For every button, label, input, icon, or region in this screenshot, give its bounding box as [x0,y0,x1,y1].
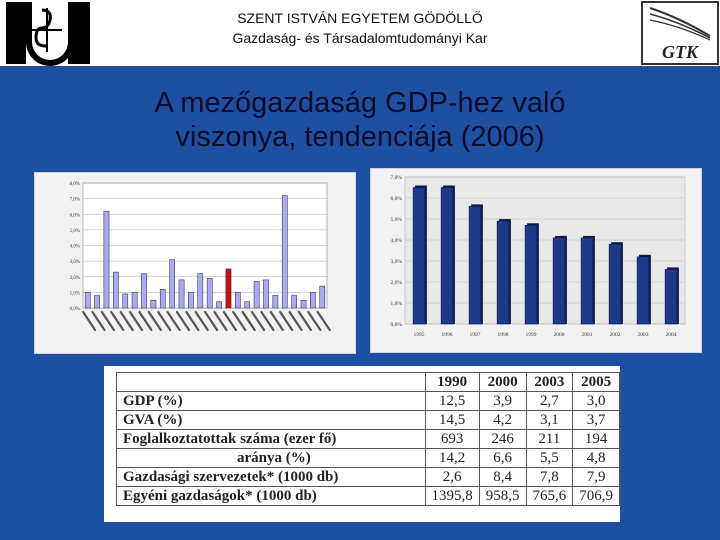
bar [553,238,565,324]
bar [581,238,593,324]
x-tick-label: 2003 [637,332,649,338]
table-cell: 3,7 [573,411,620,430]
table-cell: 194 [573,430,620,449]
table-cell: 14,2 [425,449,479,468]
bar [441,188,453,325]
bar [179,280,184,308]
y-tick-label: 4,0% [69,244,80,250]
bar [132,292,137,308]
table-row [117,487,620,506]
eu-agri-gdp-chart [34,172,356,354]
table-header-cell: 2000 [479,373,526,392]
y-tick-label: 6,0% [390,196,402,202]
bar [85,292,90,308]
eu-agri-gdp-chart-svg [35,173,355,353]
faculty-name: Gazdaság- és Társadalomtudományi Kar [232,30,488,46]
bar [263,280,268,308]
table-cell: 3,1 [526,411,573,430]
y-tick-label: 1,0% [390,301,402,307]
bar [245,302,250,308]
university-name: SZENT ISTVÁN EGYETEM GÖDÖLLŐ [237,10,483,26]
table-row [117,411,620,430]
bar [94,296,99,309]
y-tick-label: 0,0% [69,307,80,312]
table-cell: 5,5 [526,449,573,468]
table-cell: 4,2 [479,411,526,430]
bar [216,302,221,308]
bar [609,244,621,324]
table-header-cell: 2005 [573,373,620,392]
bar [525,225,537,324]
table-header-cell: 2003 [526,373,573,392]
x-tick-label: 1997 [469,332,481,338]
y-tick-label: 4,0% [390,238,402,244]
y-tick-label: 2,0% [390,280,402,286]
gtk-logo-text: GTK [662,42,698,62]
bar [320,286,325,308]
table-cell: 3,9 [479,392,526,411]
table-cell: 8,4 [479,468,526,487]
table-cell: 1395,8 [425,487,479,506]
hu-agri-gdp-trend-chart-svg [371,169,701,352]
y-tick-label: 7,0% [390,175,402,181]
bar [301,300,306,308]
table-row-label: Gazdasági szervezetek* (1000 db) [117,468,426,487]
x-tick-label: 1999 [525,332,537,338]
slide-title [60,86,660,154]
bar [282,196,287,309]
table-row [117,449,620,468]
table-cell: 2,7 [526,392,573,411]
bar [151,300,156,308]
bar [170,260,175,308]
x-tick-label: 1998 [497,332,509,338]
x-tick-label: 2002 [609,332,621,338]
title-line-1: A mezőgazdaság GDP-hez való [154,87,566,119]
bar [123,294,128,308]
x-tick-label: 1995 [413,332,425,338]
bar [665,269,677,324]
table-cell: 6,6 [479,449,526,468]
bar [254,281,259,308]
y-tick-label: 8,0% [69,182,80,187]
table-cell: 693 [425,430,479,449]
bar [113,272,118,308]
table-cell: 12,5 [425,392,479,411]
bar [497,221,509,324]
table-row-label: aránya (%) [117,449,426,468]
x-tick-label: 1996 [441,332,453,338]
bar [235,292,240,308]
table-row [117,468,620,487]
table-cell: 7,9 [573,468,620,487]
y-tick-label: 1,0% [69,291,80,297]
bar [637,257,649,324]
agri-indicators-table [116,372,620,506]
y-tick-label: 6,0% [69,213,80,219]
x-tick-label: 2000 [553,332,565,338]
y-tick-label: 2,0% [69,275,80,281]
table-header-row [117,373,620,392]
table-cell: 4,8 [573,449,620,468]
header-bar [0,0,720,66]
bar [413,188,425,325]
table-cell: 765,6 [526,487,573,506]
bar [226,269,231,308]
table-row-label: GDP (%) [117,392,426,411]
y-tick-label: 5,0% [69,228,80,234]
table-header-cell: 1990 [425,373,479,392]
table-row-label: Foglalkoztatottak száma (ezer fő) [117,430,426,449]
y-tick-label: 3,0% [390,259,402,265]
university-logo-icon [2,0,94,66]
bar [198,274,203,308]
y-tick-label: 7,0% [69,197,80,203]
bar [273,296,278,309]
bar [188,292,193,308]
table-cell: 706,9 [573,487,620,506]
table-row-label: GVA (%) [117,411,426,430]
bar [207,278,212,308]
y-tick-label: 5,0% [390,217,402,223]
table-cell: 211 [526,430,573,449]
bar [104,211,109,308]
gtk-logo-icon [640,0,720,66]
agri-indicators-table-panel [104,366,620,522]
bar [310,292,315,308]
bar [160,289,165,308]
hu-agri-gdp-trend-chart [370,168,702,353]
table-cell: 3,0 [573,392,620,411]
table-row [117,430,620,449]
table-cell: 2,6 [425,468,479,487]
bar [292,296,297,309]
table-cell: 7,8 [526,468,573,487]
x-tick-label: 2004 [665,332,677,338]
y-tick-label: 0,0% [390,322,402,328]
bar [141,274,146,308]
table-header-cell [117,373,426,392]
table-cell: 14,5 [425,411,479,430]
y-tick-label: 3,0% [69,260,80,266]
table-cell: 246 [479,430,526,449]
table-row-label: Egyéni gazdaságok* (1000 db) [117,487,426,506]
x-tick-label: 2001 [581,332,593,338]
table-row [117,392,620,411]
table-cell: 958,5 [479,487,526,506]
bar [469,206,481,324]
title-line-2: viszonya, tendenciája (2006) [175,121,545,153]
